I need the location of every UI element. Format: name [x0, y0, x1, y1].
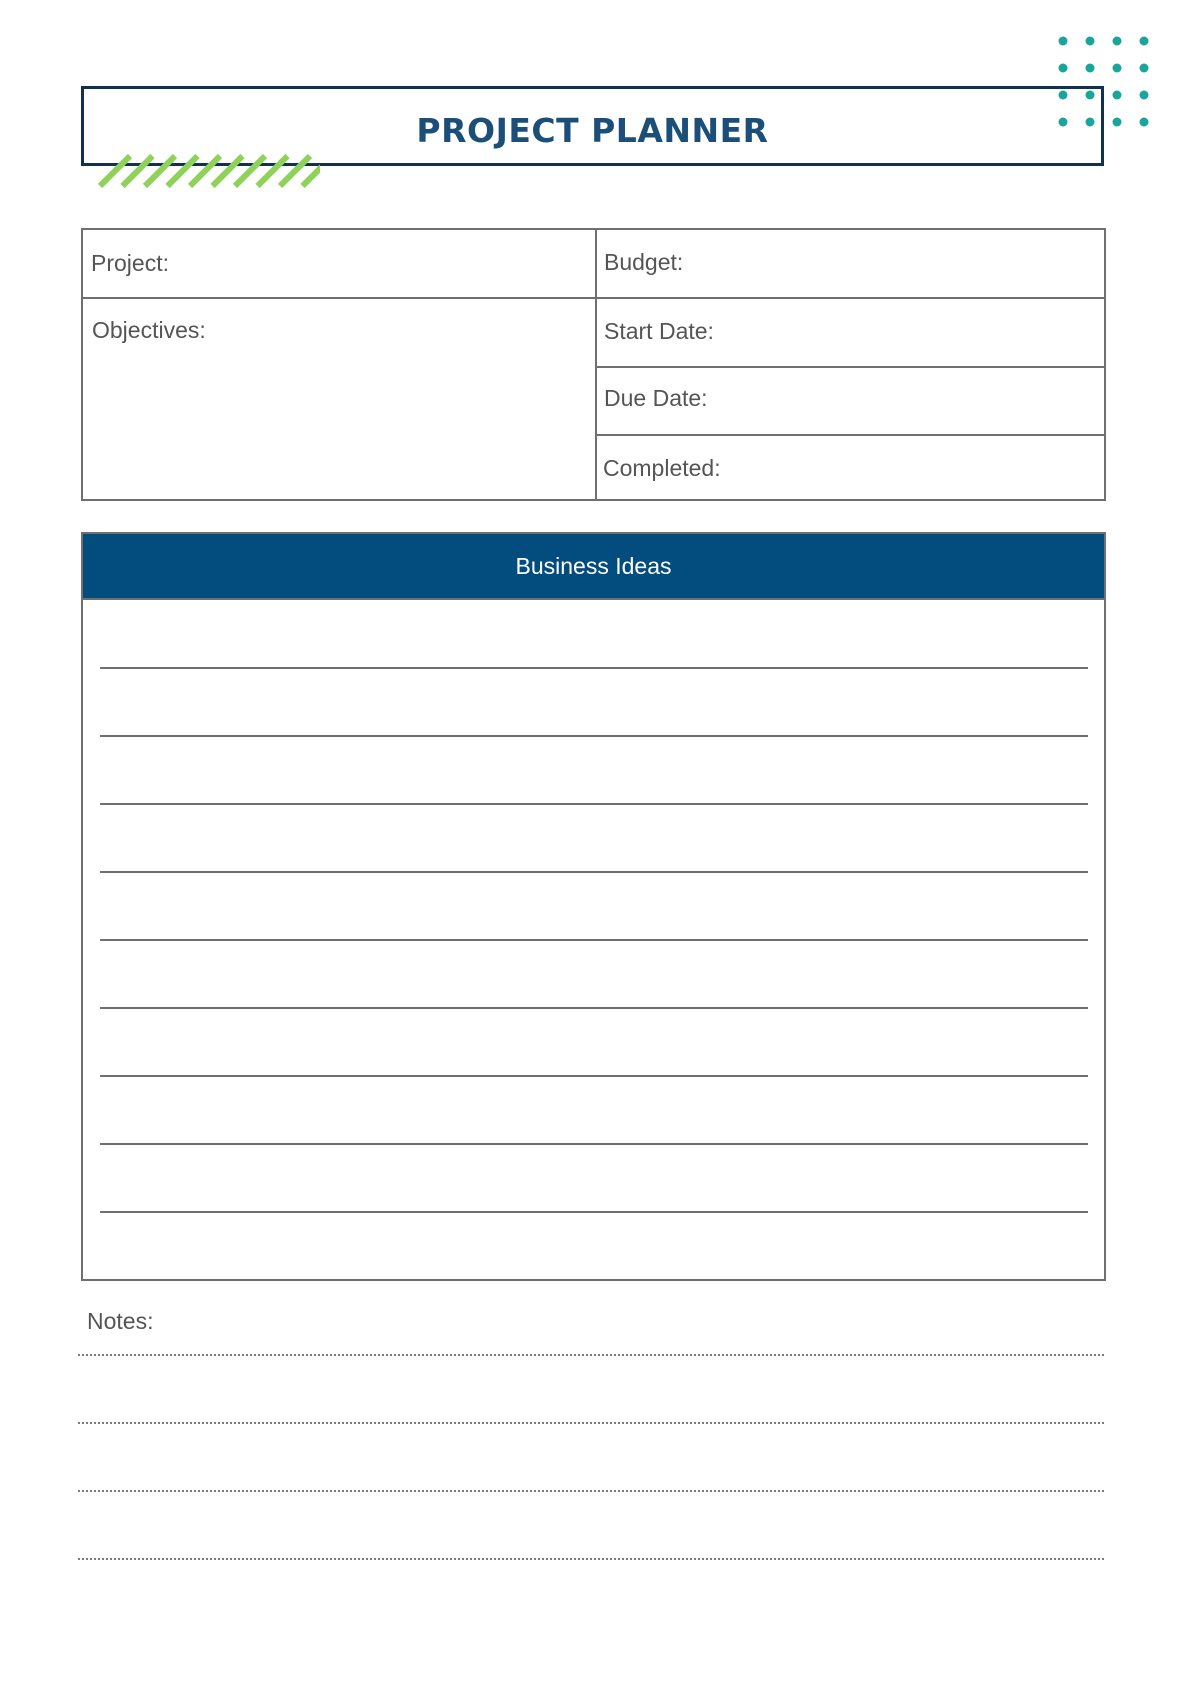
ruled-line[interactable] [100, 803, 1088, 805]
business-ideas-section [81, 532, 1106, 1281]
project-info-table [81, 228, 1106, 501]
decor-dot [1059, 118, 1068, 127]
business-ideas-title: Business Ideas [515, 552, 672, 579]
ruled-line[interactable] [100, 1075, 1088, 1077]
decor-dot [1140, 64, 1149, 73]
decor-dot [1086, 37, 1095, 46]
decor-dot [1059, 64, 1068, 73]
page-title: PROJECT PLANNER [416, 111, 769, 150]
decor-dot [1086, 64, 1095, 73]
hatch-decoration [98, 150, 320, 190]
decor-dot [1113, 37, 1122, 46]
due-date-field[interactable]: Due Date: [604, 385, 708, 411]
table-column-divider [595, 230, 597, 499]
notes-dotted-line[interactable] [78, 1558, 1104, 1560]
objectives-field[interactable]: Objectives: [92, 317, 206, 343]
decor-dot [1140, 91, 1149, 100]
decor-dot [1086, 91, 1095, 100]
notes-label: Notes: [87, 1308, 154, 1334]
ruled-line[interactable] [100, 735, 1088, 737]
ruled-line[interactable] [100, 871, 1088, 873]
business-ideas-header [83, 534, 1104, 600]
budget-field[interactable]: Budget: [604, 249, 684, 275]
start-date-field[interactable]: Start Date: [604, 318, 714, 344]
ruled-line[interactable] [100, 1211, 1088, 1213]
table-row-divider [595, 366, 1104, 368]
project-field[interactable]: Project: [91, 250, 169, 276]
notes-dotted-line[interactable] [78, 1354, 1104, 1356]
table-row-divider [83, 297, 1104, 299]
table-row-divider [595, 434, 1104, 436]
decor-dot [1113, 64, 1122, 73]
decor-dot [1140, 37, 1149, 46]
decor-dot [1140, 118, 1149, 127]
dot-grid-decoration [1058, 36, 1158, 136]
decor-dot [1113, 91, 1122, 100]
decor-dot [1113, 118, 1122, 127]
decor-dot [1059, 91, 1068, 100]
notes-dotted-line[interactable] [78, 1490, 1104, 1492]
ruled-line[interactable] [100, 1143, 1088, 1145]
decor-dot [1059, 37, 1068, 46]
ruled-line[interactable] [100, 939, 1088, 941]
completed-field[interactable]: Completed: [603, 455, 721, 481]
ruled-line[interactable] [100, 1007, 1088, 1009]
ruled-line[interactable] [100, 667, 1088, 669]
notes-dotted-line[interactable] [78, 1422, 1104, 1424]
decor-dot [1086, 118, 1095, 127]
